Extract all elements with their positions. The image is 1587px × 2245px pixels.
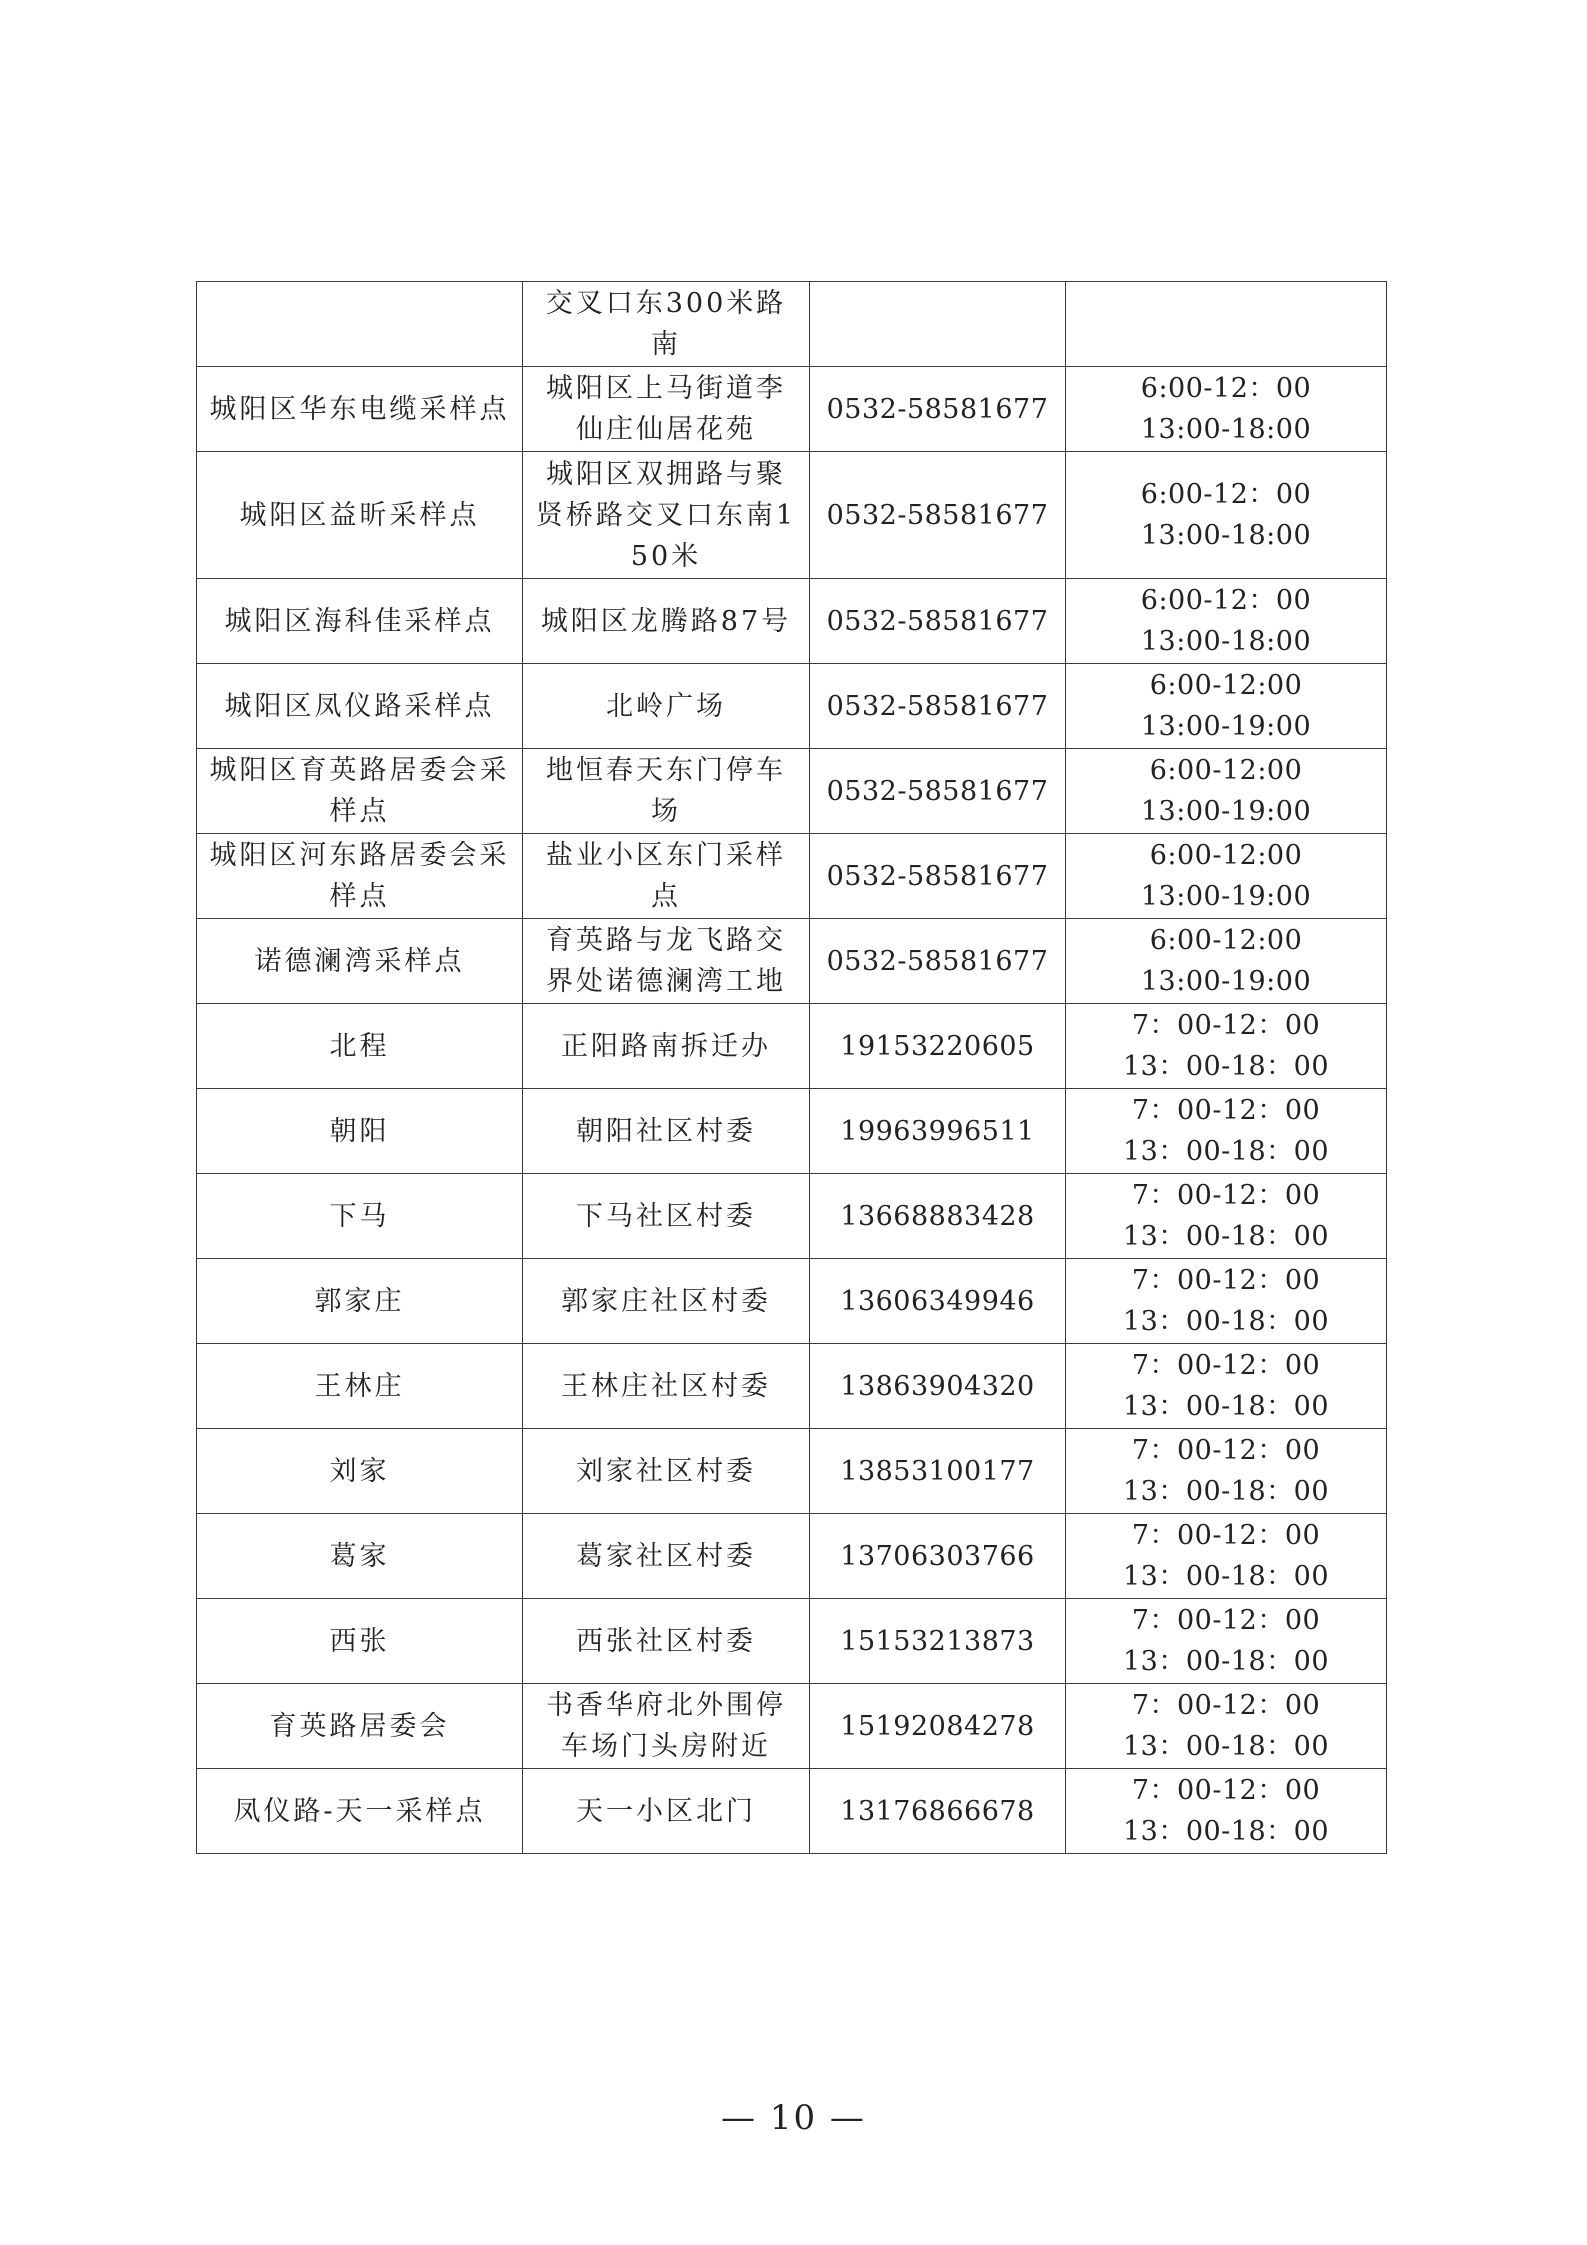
hours-afternoon: 13：00-18：00 xyxy=(1122,1136,1330,1167)
site-address-cell: 郭家庄社区村委 xyxy=(523,1259,810,1344)
sampling-sites-table xyxy=(196,281,1387,1854)
site-hours-cell xyxy=(1066,1259,1387,1344)
table-body xyxy=(197,282,1387,1854)
hours-morning: 6:00-12:00 xyxy=(1149,670,1303,701)
table-row xyxy=(197,282,1387,367)
hours-afternoon: 13：00-18：00 xyxy=(1122,1051,1330,1082)
site-address-cell: 天一小区北门 xyxy=(523,1769,810,1854)
site-address-cell: 朝阳社区村委 xyxy=(523,1089,810,1174)
site-phone-cell: 0532-58581677 xyxy=(810,834,1066,919)
site-address-cell: 盐业小区东门采样点 xyxy=(523,834,810,919)
site-name-cell: 北程 xyxy=(197,1004,523,1089)
hours-morning: 7：00-12：00 xyxy=(1131,1265,1321,1296)
table-row xyxy=(197,834,1387,919)
site-name-cell: 育英路居委会 xyxy=(197,1684,523,1769)
hours-afternoon: 13：00-18：00 xyxy=(1122,1391,1330,1422)
hours-morning: 7：00-12：00 xyxy=(1131,1180,1321,1211)
site-hours-cell xyxy=(1066,1089,1387,1174)
table-row xyxy=(197,1004,1387,1089)
site-phone-cell: 19963996511 xyxy=(810,1089,1066,1174)
hours-morning: 7：00-12：00 xyxy=(1131,1775,1321,1806)
site-name-cell: 城阳区凤仪路采样点 xyxy=(197,664,523,749)
site-hours-cell xyxy=(1066,749,1387,834)
table-row xyxy=(197,919,1387,1004)
hours-afternoon: 13：00-18：00 xyxy=(1122,1306,1330,1337)
site-address-cell: 下马社区村委 xyxy=(523,1174,810,1259)
hours-afternoon: 13：00-18：00 xyxy=(1122,1561,1330,1592)
hours-morning: 7：00-12：00 xyxy=(1131,1520,1321,1551)
site-phone-cell: 0532-58581677 xyxy=(810,579,1066,664)
site-address-cell: 西张社区村委 xyxy=(523,1599,810,1684)
hours-afternoon: 13:00-18:00 xyxy=(1140,626,1312,657)
site-phone-cell: 0532-58581677 xyxy=(810,367,1066,452)
site-hours-cell xyxy=(1066,1684,1387,1769)
site-address-cell: 城阳区上马街道李仙庄仙居花苑 xyxy=(523,367,810,452)
hours-morning: 7：00-12：00 xyxy=(1131,1690,1321,1721)
site-hours-cell xyxy=(1066,834,1387,919)
table-row xyxy=(197,1514,1387,1599)
site-name-cell: 城阳区华东电缆采样点 xyxy=(197,367,523,452)
hours-afternoon: 13:00-18:00 xyxy=(1140,520,1312,551)
site-address-cell: 地恒春天东门停车场 xyxy=(523,749,810,834)
hours-morning: 7：00-12：00 xyxy=(1131,1435,1321,1466)
table-row xyxy=(197,1769,1387,1854)
site-name-cell xyxy=(197,282,523,367)
table-row xyxy=(197,664,1387,749)
site-address-cell: 书香华府北外围停车场门头房附近 xyxy=(523,1684,810,1769)
site-phone-cell: 0532-58581677 xyxy=(810,749,1066,834)
site-name-cell: 城阳区河东路居委会采样点 xyxy=(197,834,523,919)
table-row xyxy=(197,1174,1387,1259)
site-hours-cell xyxy=(1066,919,1387,1004)
site-hours-cell xyxy=(1066,367,1387,452)
site-phone-cell: 13606349946 xyxy=(810,1259,1066,1344)
hours-afternoon: 13:00-19:00 xyxy=(1140,881,1312,912)
site-hours-cell xyxy=(1066,282,1387,367)
site-hours-cell xyxy=(1066,1344,1387,1429)
site-address-cell: 城阳区龙腾路87号 xyxy=(523,579,810,664)
site-address-cell: 正阳路南拆迁办 xyxy=(523,1004,810,1089)
site-hours-cell xyxy=(1066,1174,1387,1259)
site-name-cell: 城阳区育英路居委会采样点 xyxy=(197,749,523,834)
hours-afternoon: 13：00-18：00 xyxy=(1122,1816,1330,1847)
site-phone-cell: 13706303766 xyxy=(810,1514,1066,1599)
hours-morning: 6:00-12:00 xyxy=(1149,755,1303,786)
site-address-cell: 刘家社区村委 xyxy=(523,1429,810,1514)
site-phone-cell: 13853100177 xyxy=(810,1429,1066,1514)
site-name-cell: 刘家 xyxy=(197,1429,523,1514)
site-hours-cell xyxy=(1066,664,1387,749)
site-address-cell: 城阳区双拥路与聚贤桥路交叉口东南150米 xyxy=(523,452,810,579)
site-phone-cell: 15192084278 xyxy=(810,1684,1066,1769)
site-address-cell: 交叉口东300米路南 xyxy=(523,282,810,367)
site-phone-cell: 0532-58581677 xyxy=(810,664,1066,749)
site-hours-cell xyxy=(1066,452,1387,579)
table-row xyxy=(197,1599,1387,1684)
site-hours-cell xyxy=(1066,1599,1387,1684)
site-phone-cell: 13668883428 xyxy=(810,1174,1066,1259)
site-address-cell: 王林庄社区村委 xyxy=(523,1344,810,1429)
site-hours-cell xyxy=(1066,1769,1387,1854)
site-name-cell: 葛家 xyxy=(197,1514,523,1599)
site-address-cell: 育英路与龙飞路交界处诺德澜湾工地 xyxy=(523,919,810,1004)
hours-morning: 7：00-12：00 xyxy=(1131,1350,1321,1381)
table-row xyxy=(197,1089,1387,1174)
table-row xyxy=(197,1259,1387,1344)
table-row xyxy=(197,579,1387,664)
table-row xyxy=(197,749,1387,834)
hours-afternoon: 13：00-18：00 xyxy=(1122,1221,1330,1252)
table-row xyxy=(197,452,1387,579)
hours-morning: 6:00-12:00 xyxy=(1149,840,1303,871)
site-phone-cell: 13176866678 xyxy=(810,1769,1066,1854)
hours-morning: 7：00-12：00 xyxy=(1131,1605,1321,1636)
site-phone-cell xyxy=(810,282,1066,367)
site-phone-cell: 15153213873 xyxy=(810,1599,1066,1684)
site-hours-cell xyxy=(1066,1004,1387,1089)
table-row xyxy=(197,367,1387,452)
site-phone-cell: 0532-58581677 xyxy=(810,452,1066,579)
hours-afternoon: 13:00-19:00 xyxy=(1140,796,1312,827)
hours-morning: 6:00-12：00 xyxy=(1140,373,1312,404)
site-name-cell: 王林庄 xyxy=(197,1344,523,1429)
site-name-cell: 下马 xyxy=(197,1174,523,1259)
site-name-cell: 凤仪路-天一采样点 xyxy=(197,1769,523,1854)
table-row xyxy=(197,1429,1387,1514)
hours-morning: 6:00-12：00 xyxy=(1140,479,1312,510)
hours-afternoon: 13：00-18：00 xyxy=(1122,1646,1330,1677)
hours-morning: 7：00-12：00 xyxy=(1131,1010,1321,1041)
table-row xyxy=(197,1344,1387,1429)
site-name-cell: 郭家庄 xyxy=(197,1259,523,1344)
site-address-cell: 葛家社区村委 xyxy=(523,1514,810,1599)
site-name-cell: 西张 xyxy=(197,1599,523,1684)
site-name-cell: 城阳区海科佳采样点 xyxy=(197,579,523,664)
hours-afternoon: 13：00-18：00 xyxy=(1122,1731,1330,1762)
site-hours-cell xyxy=(1066,579,1387,664)
site-name-cell: 诺德澜湾采样点 xyxy=(197,919,523,1004)
site-hours-cell xyxy=(1066,1514,1387,1599)
hours-morning: 7：00-12：00 xyxy=(1131,1095,1321,1126)
site-address-cell: 北岭广场 xyxy=(523,664,810,749)
hours-morning: 6:00-12:00 xyxy=(1149,925,1303,956)
site-name-cell: 城阳区益昕采样点 xyxy=(197,452,523,579)
hours-afternoon: 13:00-18:00 xyxy=(1140,414,1312,445)
hours-afternoon: 13：00-18：00 xyxy=(1122,1476,1330,1507)
site-phone-cell: 13863904320 xyxy=(810,1344,1066,1429)
site-hours-cell xyxy=(1066,1429,1387,1514)
site-phone-cell: 0532-58581677 xyxy=(810,919,1066,1004)
hours-morning: 6:00-12：00 xyxy=(1140,585,1312,616)
hours-afternoon: 13:00-19:00 xyxy=(1140,711,1312,742)
hours-afternoon: 13:00-19:00 xyxy=(1140,966,1312,997)
table-row xyxy=(197,1684,1387,1769)
site-name-cell: 朝阳 xyxy=(197,1089,523,1174)
site-phone-cell: 19153220605 xyxy=(810,1004,1066,1089)
page-number: — 10 — xyxy=(721,2098,866,2138)
